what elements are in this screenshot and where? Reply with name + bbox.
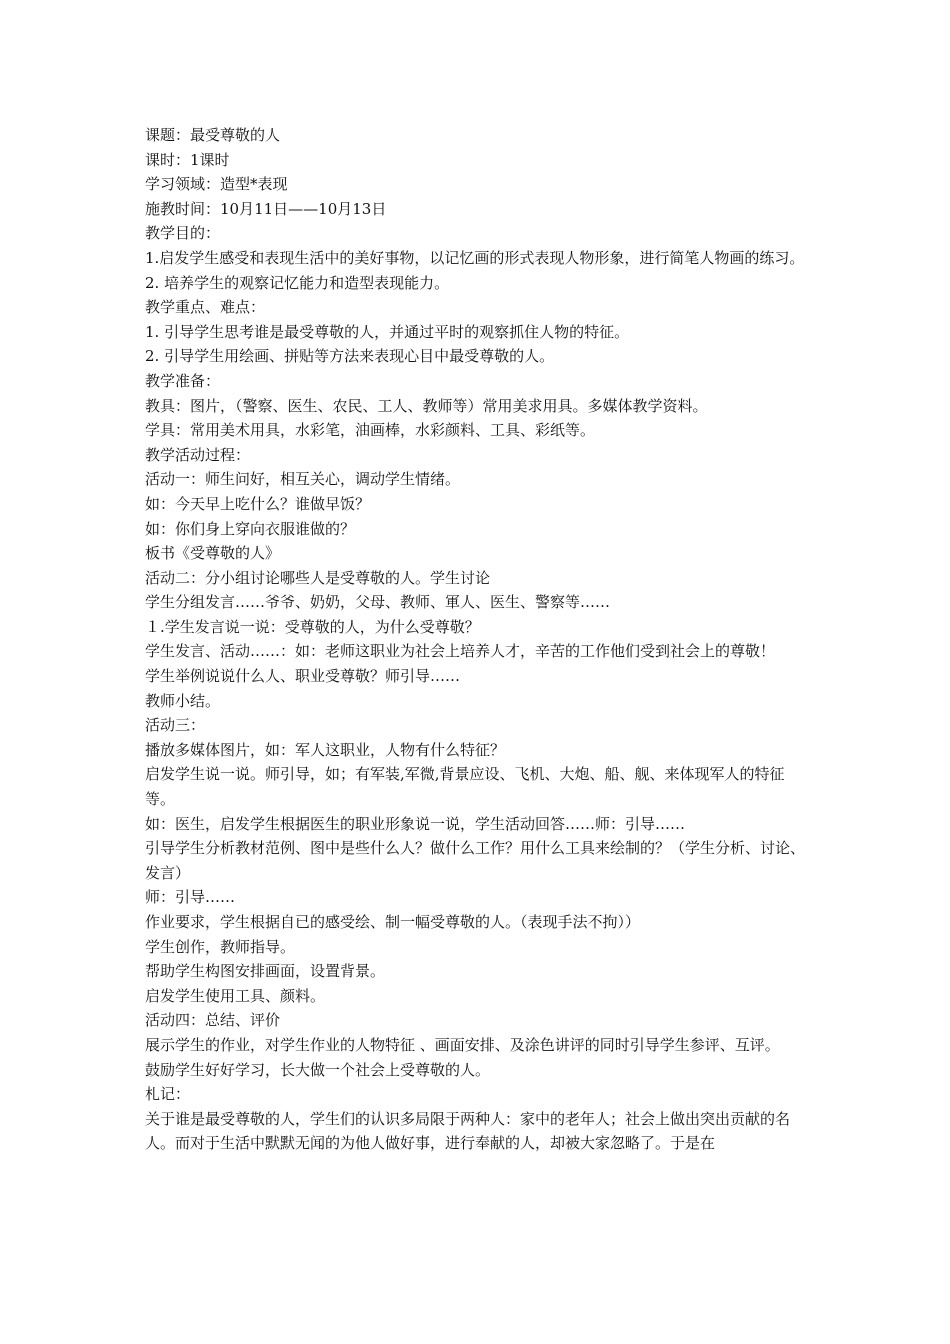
paragraph-line: 活动一：师生问好，相互关心，调动学生情绪。 <box>145 470 461 489</box>
paragraph-line: 教师小结。 <box>145 691 221 710</box>
paragraph-line: 学生分组发言……爷爷、奶奶，父母、教师、軍人、医生、警察等…… <box>145 593 611 612</box>
paragraph-line: １.学生发言说一说：受尊敬的人，为什么受尊敬？ <box>145 617 480 636</box>
paragraph-line: 播放多媒体图片，如：军人这职业，人物有什么特征？ <box>145 740 506 759</box>
paragraph-line: 学生发言、活动……：如：老师这职业为社会上培养人才，辛苦的工作他们受到社会上的尊敬！ <box>145 642 776 661</box>
learning-domain: 学习领域：造型*表现 <box>145 175 288 194</box>
paragraph-line: 启发学生说一说。师引导，如；有军装,军微,背景应设、飞机、大炮、船、舰、来体现军人的特征等。 <box>145 765 785 809</box>
paragraph-line: 鼓励学生好好学习，长大做一个社会上受尊敬的人。 <box>145 1060 491 1079</box>
section-heading-preparation: 教学准备： <box>145 371 221 390</box>
paragraph-line: 如：医生，启发学生根据医生的职业形象说一说，学生活动回答……师：引导…… <box>145 814 686 833</box>
paragraph-line: 板书《受尊敬的人》 <box>145 544 281 563</box>
paragraph-line: 作业要求，学生根据自已的感受绘、制一幅受尊敬的人。（表现手法不拘）） <box>145 913 641 931</box>
preparation-item: 学具：常用美术用具，水彩笔，油画棒，水彩颜料、工具、彩纸等。 <box>145 421 596 440</box>
paragraph-line: 如：你们身上穿向衣服谁做的？ <box>145 519 356 538</box>
objective-item: 1.启发学生感受和表现生活中的美好事物，以记忆画的形式表现人物形象，进行简笔人物画的练习。 <box>145 248 805 267</box>
key-point-item: 1. 引导学生思考谁是最受尊敬的人，并通过平时的观察抓住人物的特征。 <box>145 322 630 341</box>
paragraph-line: 帮助学生构图安排画面，设置背景。 <box>145 962 386 981</box>
lesson-duration: 课时：1课时 <box>145 150 230 169</box>
paragraph-line: 启发学生使用工具、颜料。 <box>145 986 326 1005</box>
paragraph-line: 活动四：总结、评价 <box>145 1011 281 1030</box>
objective-item: 2. 培养学生的观察记忆能力和造型表现能力。 <box>145 273 450 292</box>
section-heading-notes: 札记： <box>145 1085 191 1104</box>
document-page <box>145 123 810 1156</box>
lesson-title: 课题：最受尊敬的人 <box>145 126 281 144</box>
paragraph-line: 引导学生分析教材范例、图中是些什么人？做什么工作？用什么工具来绘制的？（学生分析、讨论、发言） <box>145 839 806 882</box>
key-point-item: 2. 引导学生用绘画、拼贴等方法来表现心目中最受尊敬的人。 <box>145 347 555 366</box>
teaching-dates: 施教时间：10月11日——10月13日 <box>145 199 387 218</box>
section-heading-objectives: 教学目的： <box>145 224 221 243</box>
paragraph-line: 活动三： <box>145 716 206 735</box>
paragraph-line: 师：引导…… <box>145 888 236 907</box>
section-heading-process: 教学活动过程： <box>145 445 251 464</box>
section-heading-key-points: 教学重点、难点： <box>145 298 266 317</box>
notes-paragraph: 关于谁是最受尊敬的人，学生们的认识多局限于两种人：家中的老年人；社会上做出突出贡献的名人。而对于生活中默默无闻的为他人做好事，进行奉献的人，却被大家忽略了。于是在 <box>145 1109 791 1153</box>
paragraph-line: 活动二：分小组讨论哪些人是受尊敬的人。学生讨论 <box>145 568 491 587</box>
preparation-item: 教具：图片，（警察、医生、农民、工人、教师等）常用美求用具。多媒体教学资料。 <box>145 396 708 415</box>
paragraph-line: 如：今天早上吃什么？谁做早饭？ <box>145 494 371 513</box>
paragraph-line: 展示学生的作业，对学生作业的人物特征 、画面安排、及涂色讲评的同时引导学生参评、互评。 <box>145 1035 780 1054</box>
paragraph-line: 学生举例说说什么人、职业受尊敬？师引导…… <box>145 667 461 686</box>
paragraph-line: 学生创作，教师指导。 <box>145 937 296 956</box>
